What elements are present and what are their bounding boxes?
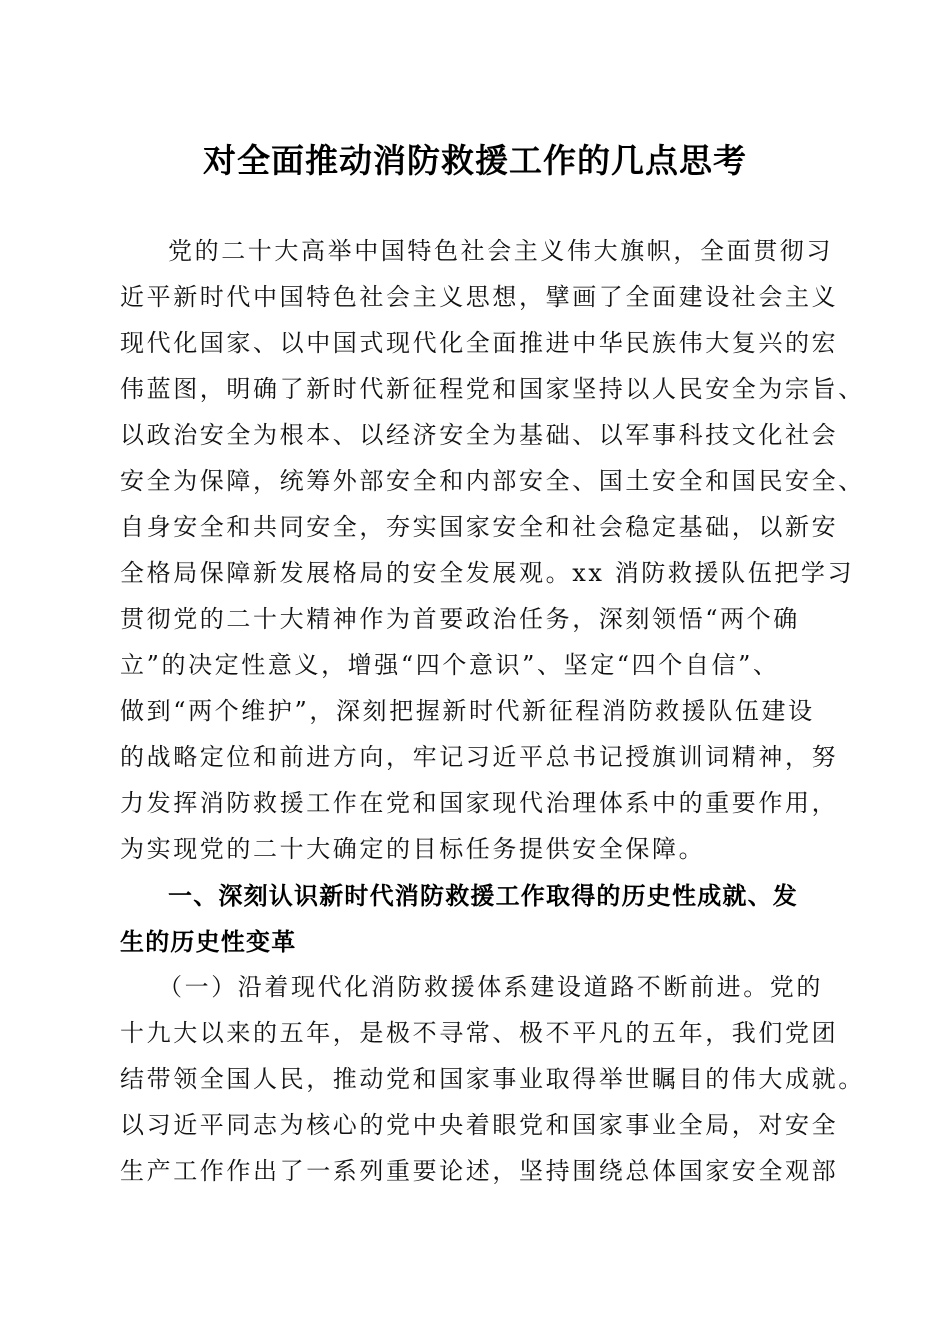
section-heading-line: 一、深刻认识新时代消防救援工作取得的历史性成就、发: [168, 882, 798, 910]
body-line: 立”的决定性意义，增强“四个意识”、坚定“四个自信”、: [120, 651, 780, 679]
body-line: 的战略定位和前进方向，牢记习近平总书记授旗训词精神，努: [120, 743, 839, 771]
body-line: 力发挥消防救援工作在党和国家现代治理体系中的重要作用，: [120, 789, 839, 817]
body-line: 伟蓝图，明确了新时代新征程党和国家坚持以人民安全为宗旨、: [120, 375, 865, 403]
body-line: 贯彻党的二十大精神作为首要政治任务，深刻领悟“两个确: [120, 605, 800, 633]
body-line: 自身安全和共同安全，夯实国家安全和社会稳定基础，以新安: [120, 513, 839, 541]
body-line: （一）沿着现代化消防救援体系建设道路不断前进。党的: [158, 973, 823, 1001]
body-line: 安全为保障，统筹外部安全和内部安全、国土安全和国民安全、: [120, 467, 865, 495]
body-line: 结带领全国人民，推动党和国家事业取得举世瞩目的伟大成就。: [120, 1065, 865, 1093]
document-title: 对全面推动消防救援工作的几点思考: [203, 141, 747, 180]
body-line: 做到“两个维护”，深刻把握新时代新征程消防救援队伍建设: [120, 697, 815, 725]
body-line: 为实现党的二十大确定的目标任务提供安全保障。: [120, 835, 706, 863]
body-line: 以政治安全为根本、以经济安全为基础、以军事科技文化社会: [120, 421, 839, 449]
body-line: 党的二十大高举中国特色社会主义伟大旗帜，全面贯彻习: [168, 237, 833, 265]
body-line: 现代化国家、以中国式现代化全面推进中华民族伟大复兴的宏: [120, 329, 839, 357]
body-line: 以习近平同志为核心的党中央着眼党和国家事业全局，对安全: [120, 1111, 839, 1139]
body-line: 十九大以来的五年，是极不寻常、极不平凡的五年，我们党团: [120, 1019, 839, 1047]
body-line: 近平新时代中国特色社会主义思想，擘画了全面建设社会主义: [120, 283, 839, 311]
section-heading-line: 生的历史性变革: [120, 928, 297, 956]
body-line: 全格局保障新发展格局的安全发展观。xx 消防救援队伍把学习: [120, 559, 855, 587]
body-line: 生产工作作出了一系列重要论述，坚持围绕总体国家安全观部: [120, 1157, 839, 1185]
